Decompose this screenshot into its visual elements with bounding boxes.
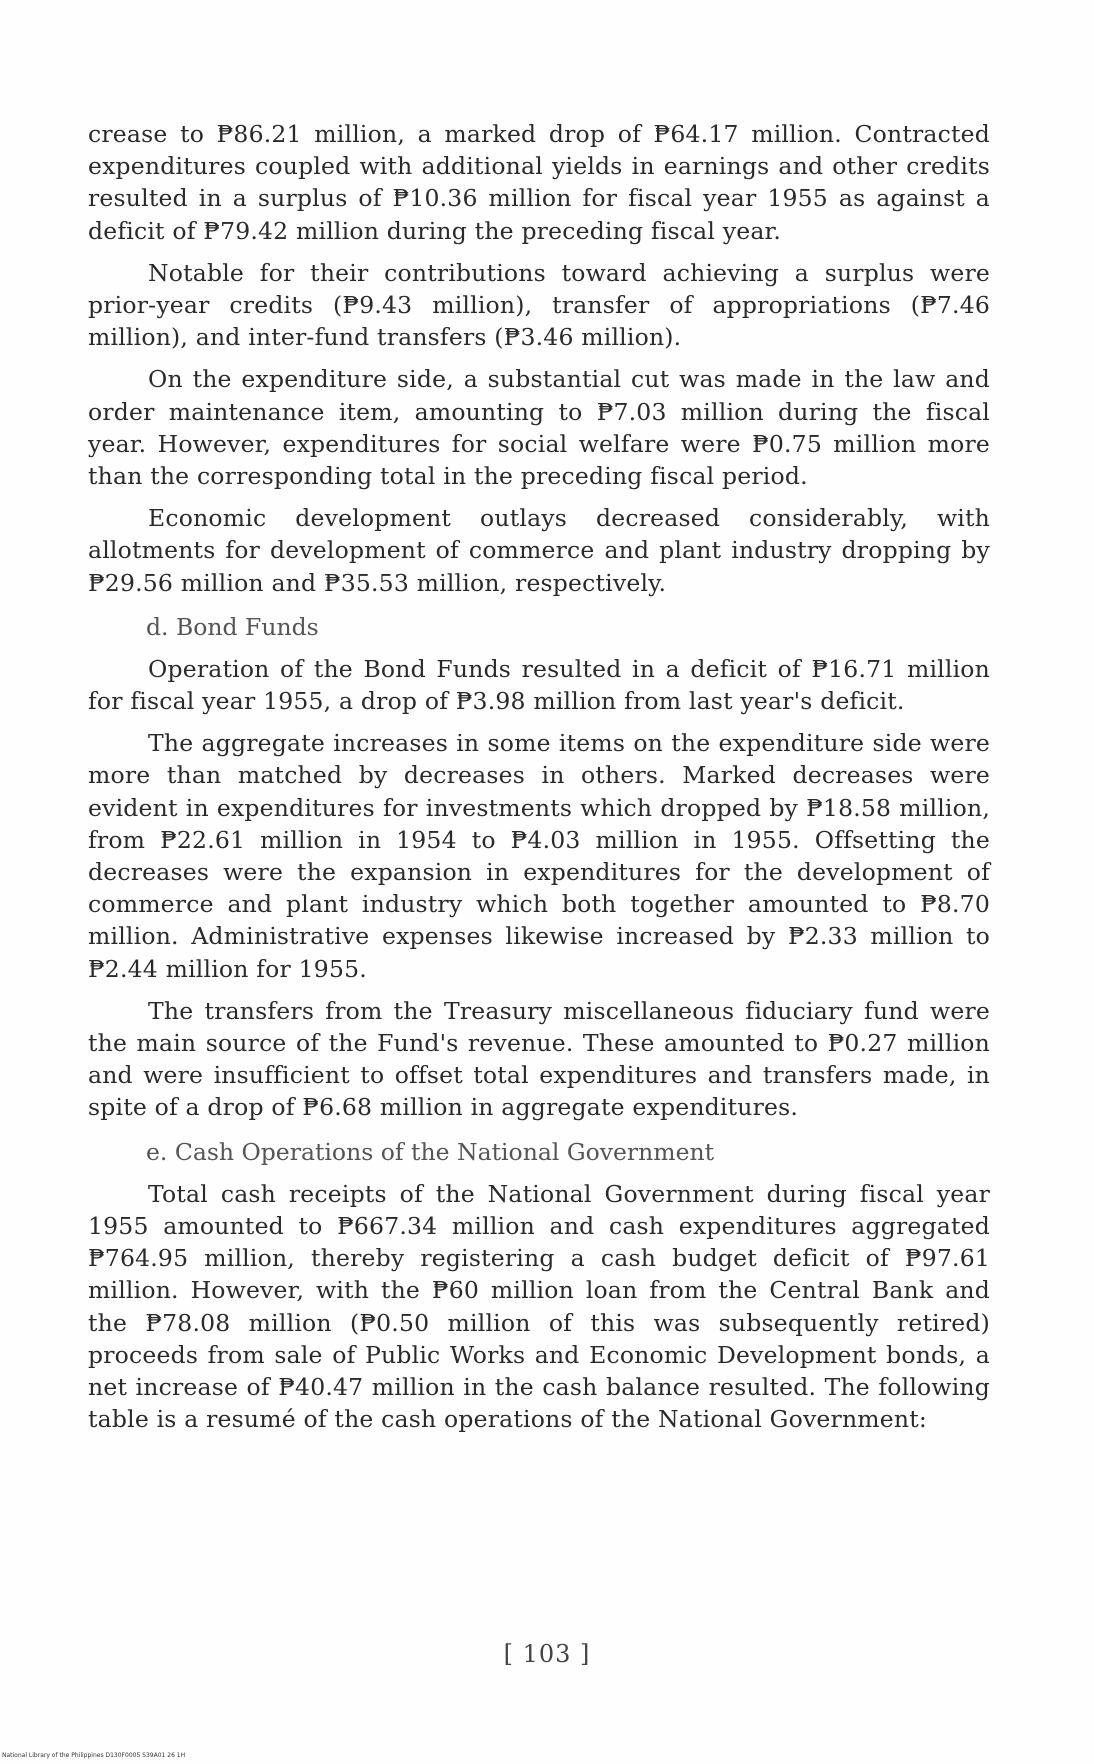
paragraph-treasury-transfers: The transfers from the Treasury miscellaneous fiduciary fund were the main source of the Fund's revenue. These amounted to ₱0.27 million and were insufficient to offset total expenditures and transfers made, in spite of a drop of ₱6.68 million in aggregate expenditures.: [88, 996, 990, 1122]
paragraph-notable-contributions: Notable for their contributions toward achieving a surplus were prior-year credits (₱9.43 million), transfer of appropriations (₱7.46 million), and inter-fund transfers (₱3.46 million).: [88, 258, 990, 352]
section-heading-bond-funds: d. Bond Funds: [146, 612, 319, 641]
paragraph-bond-funds-deficit: Operation of the Bond Funds resulted in a deficit of ₱16.71 million for fiscal year 1955, a drop of ₱3.98 million from last year's deficit.: [88, 654, 990, 716]
document-page: [88, 118, 990, 1435]
paragraph-surplus-summary: crease to ₱86.21 million, a marked drop of ₱64.17 million. Contracted expenditures coupled with additional yields in earnings and other credits resulted in a surplus of ₱10.36 million for fiscal year 1955 as against a deficit of ₱79.42 million during the preceding fiscal year.: [88, 120, 990, 245]
section-heading-cash-operations: e. Cash Operations of the National Government: [146, 1137, 715, 1166]
paragraph-cash-receipts: Total cash receipts of the National Government during fiscal year 1955 amounted to ₱667.34 million and cash expenditures aggregated ₱764.95 million, thereby registering a cash budget deficit of ₱97.61 million. However, with the ₱60 million loan from the Central Bank and the ₱78.08 million (₱0.50 million of this was subsequently retired) proceeds from sale of Public Works and Economic Development bonds, a net increase of ₱40.47 million in the cash balance resulted. The following table is a resumé of the cash operations of the National Government:: [88, 1179, 990, 1434]
paragraph-economic-development: Economic development outlays decreased considerably, with allotments for development of commerce and plant industry dropping by ₱29.56 million and ₱35.53 million, respectively.: [88, 504, 990, 597]
paragraph-aggregate-increases: The aggregate increases in some items on the expenditure side were more than matched by decreases in others. Marked decreases were evident in expenditures for investments which dropped by ₱18.58 million, from ₱22.61 million in 1954 to ₱4.03 million in 1955. Offsetting the decreases were the expansion in expenditures for the development of commerce and plant industry which both together amounted to ₱8.70 million. Administrative expenses likewise increased by ₱2.33 million to ₱2.44 million for 1955.: [88, 729, 990, 983]
page-number: [ 103 ]: [503, 1640, 591, 1668]
paragraph-expenditure-side: On the expenditure side, a substantial cut was made in the law and order maintenance item, amounting to ₱7.03 million during the fiscal year. However, expenditures for social welfare were ₱0.75 million more than the corresponding total in the preceding fiscal period.: [88, 365, 990, 491]
footer-credit: National Library of the Philippines D130F0005 S39A01 26 1H: [2, 1752, 186, 1759]
